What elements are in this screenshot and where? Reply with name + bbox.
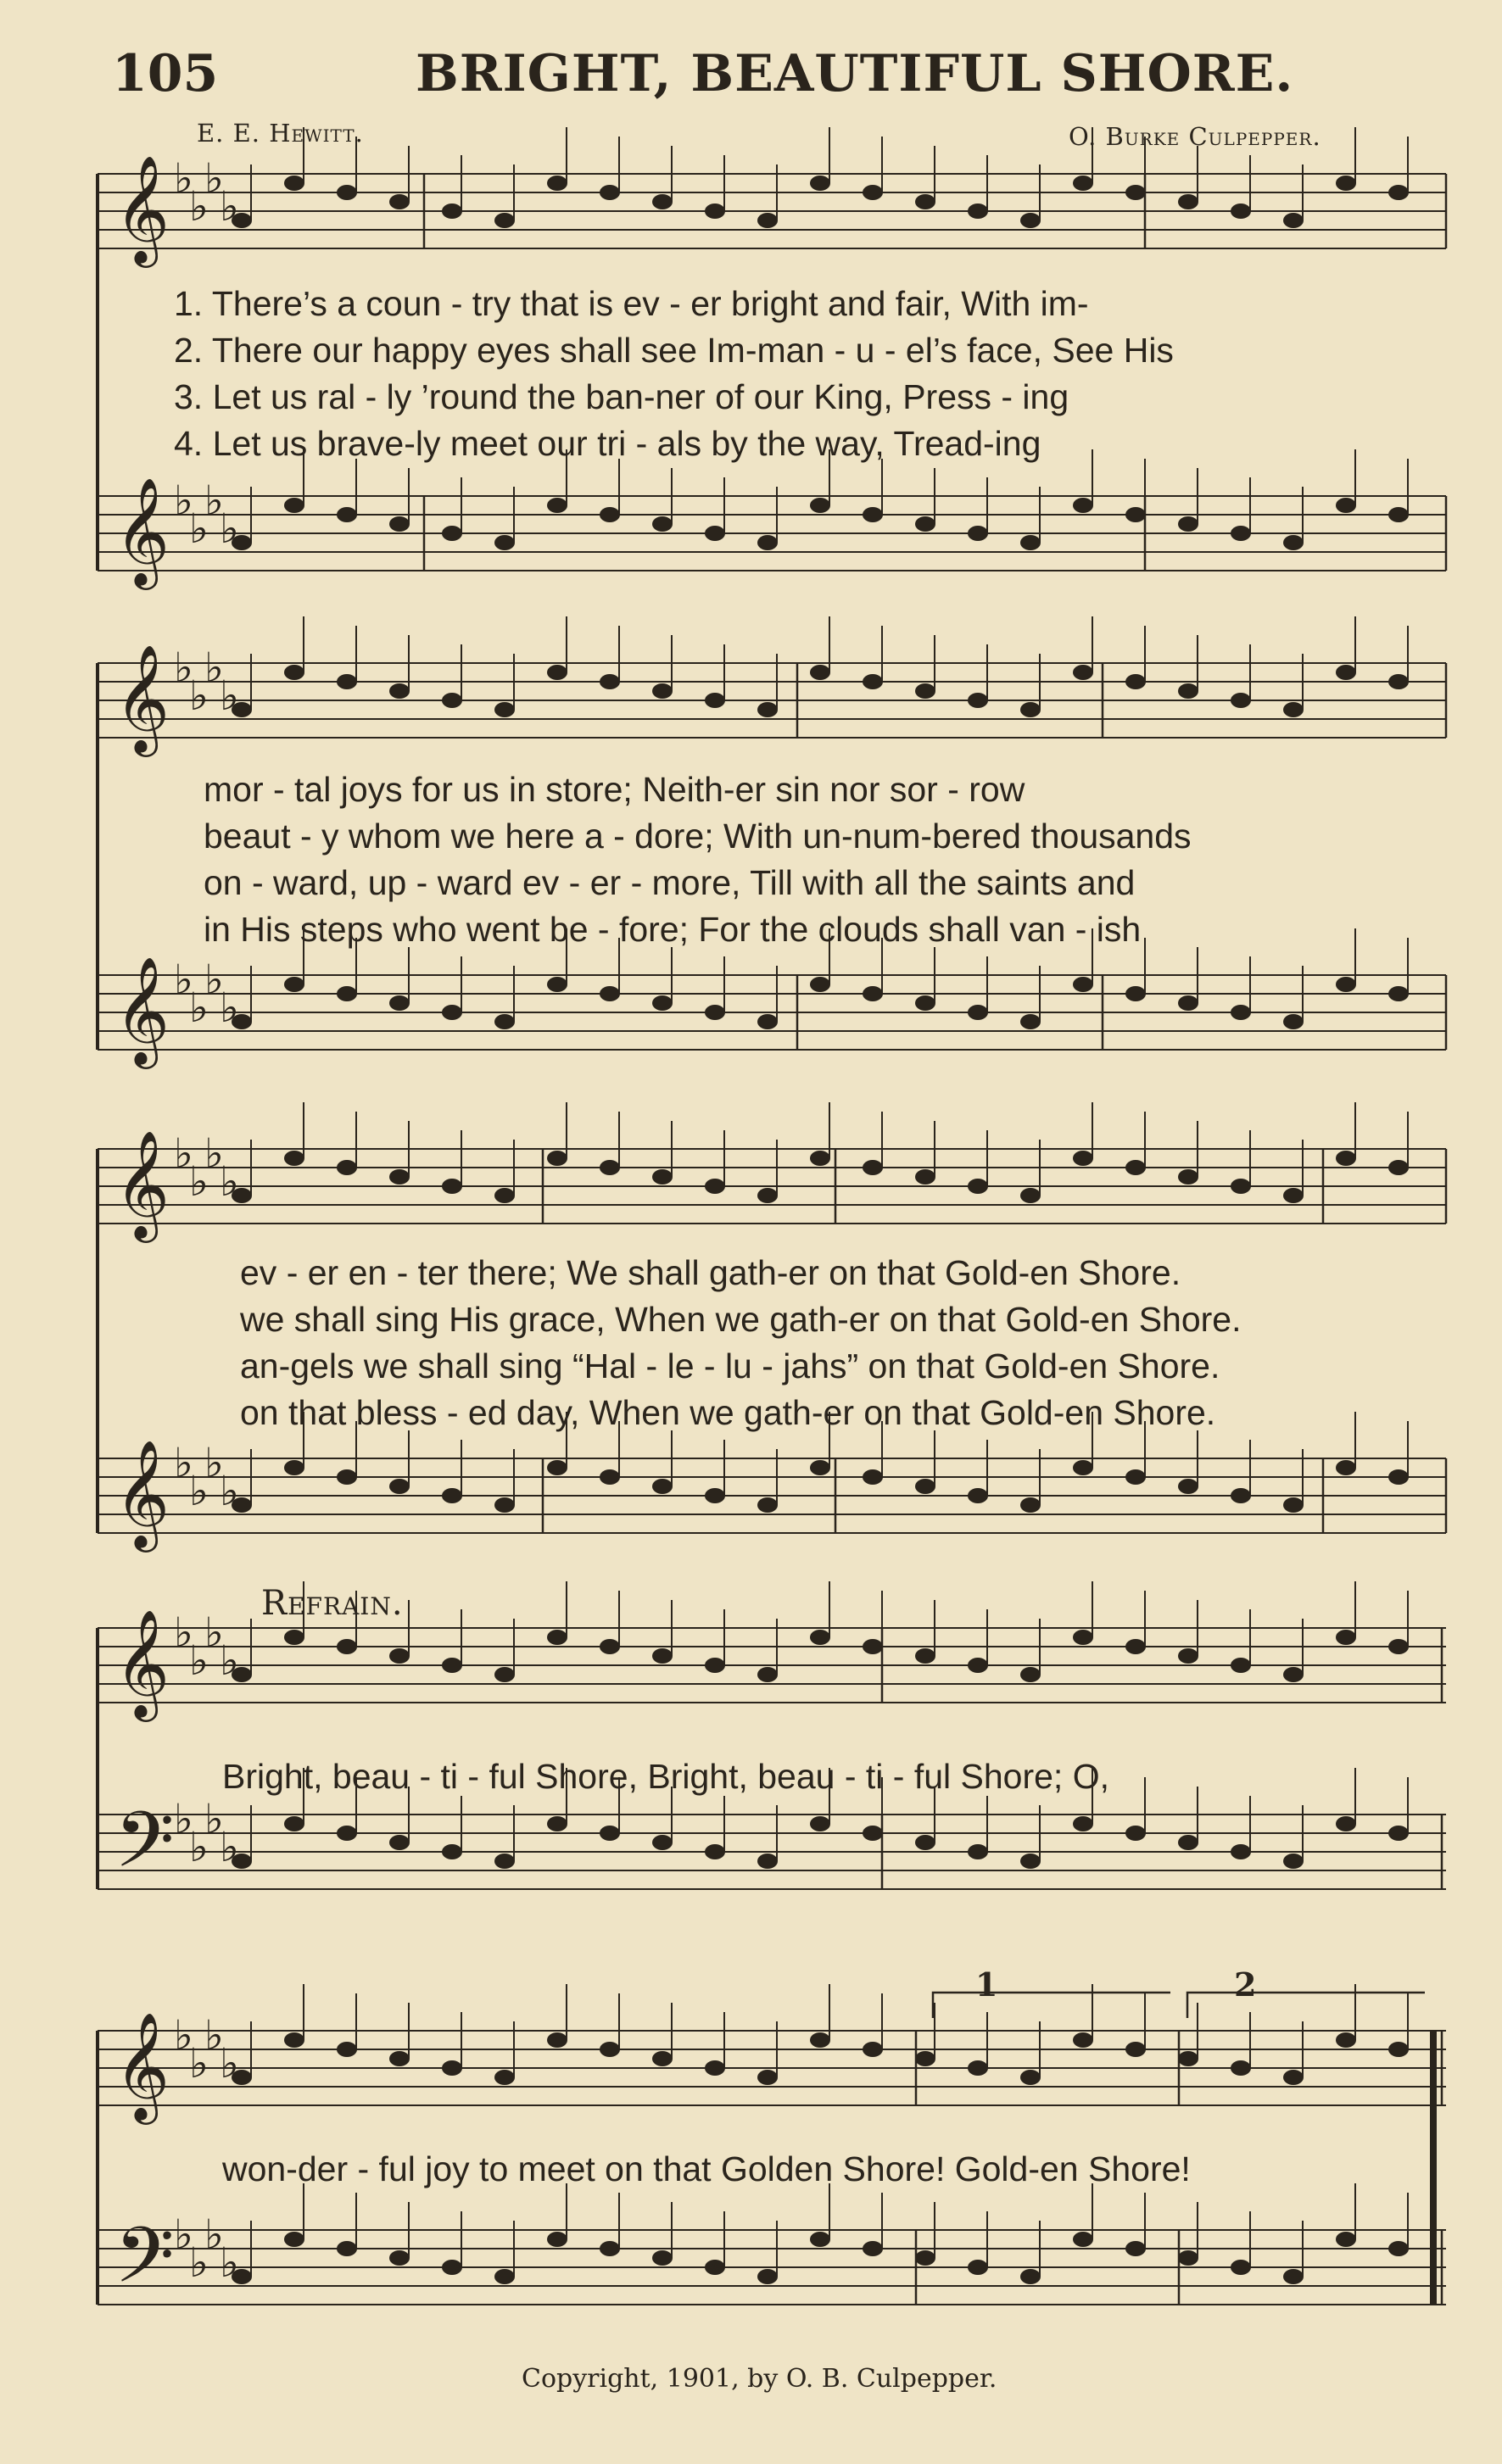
system-3-lower-staff-note — [915, 1479, 935, 1494]
system-5-upper-staff-note — [600, 2042, 620, 2057]
system-1-upper-staff-note — [863, 185, 883, 200]
system-4-upper-staff-note — [1073, 1630, 1093, 1645]
system-4-upper-flat: ♭ — [220, 1637, 239, 1685]
system-5-upper-staff-note — [389, 2051, 410, 2066]
first-ending-mark: 1 — [975, 1965, 998, 2004]
system-4-upper-treble-clef: 𝄞 — [114, 1608, 170, 1718]
system-1-lower-staff-note — [705, 526, 725, 541]
second-ending-mark: 2 — [1234, 1965, 1257, 2004]
system-3-upper-staff-note — [1020, 1188, 1041, 1203]
system-2-lower-flat: ♭ — [220, 984, 239, 1032]
system-5-lower-staff-note — [389, 2250, 410, 2266]
system-2-lower-staff-note — [1125, 986, 1146, 1001]
system-4-upper-staff-note — [1178, 1648, 1198, 1664]
system-2-upper-staff-note — [757, 702, 778, 717]
system-5-upper-staff-note — [705, 2060, 725, 2076]
system-2-upper-staff-note — [705, 693, 725, 708]
system-5-lower-staff-note — [968, 2260, 988, 2275]
system-2-upper-staff-note — [1336, 665, 1356, 680]
system-1-lower-staff-note — [810, 498, 830, 513]
system-1-upper-staff-note — [810, 176, 830, 191]
system-4-upper-staff-note — [494, 1667, 515, 1682]
system-1-lower-flat: ♭ — [204, 477, 224, 525]
system-4-upper-staff-note — [1231, 1658, 1251, 1673]
system-4-lower-staff-note — [1283, 1854, 1304, 1869]
system-2-lower-staff-note — [1020, 1014, 1041, 1029]
system-5-lower-staff-note — [652, 2250, 673, 2266]
system-2-upper-staff-note — [652, 683, 673, 699]
system-2-upper-staff-note — [968, 693, 988, 708]
system-2-lower-staff-note — [915, 995, 935, 1011]
system-1-upper-staff-note — [1178, 194, 1198, 209]
system-3-lower-staff-note — [652, 1479, 673, 1494]
system-5-lower-staff-note — [284, 2232, 304, 2247]
system-5-lower-bass-clef: 𝄢 — [114, 2210, 175, 2320]
system-3-upper-staff-note — [389, 1169, 410, 1185]
system-4-upper-staff-note — [652, 1648, 673, 1664]
system-5-upper-staff-note — [652, 2051, 673, 2066]
system-3-upper-staff-note — [757, 1188, 778, 1203]
system-4-upper-staff-note — [600, 1639, 620, 1654]
system-4-lower-staff-note — [968, 1844, 988, 1859]
system-2-upper-flat: ♭ — [174, 644, 193, 692]
system-2-upper-staff-note — [915, 683, 935, 699]
system-5-lower-staff-note — [1178, 2250, 1198, 2266]
system-3-upper-staff-note — [494, 1188, 515, 1203]
system-3-upper-staff-note — [600, 1160, 620, 1175]
system-2-lower-staff-note — [442, 1005, 462, 1020]
system-2-lower-staff-note — [1073, 977, 1093, 992]
system-5-lower-staff-note — [600, 2241, 620, 2256]
system-4-upper-staff-note — [1336, 1630, 1356, 1645]
system-3-upper-flat: ♭ — [189, 1158, 209, 1206]
copyright-notice: Copyright, 1901, by O. B. Culpepper. — [522, 2364, 997, 2394]
system-4-lower-staff-note — [1336, 1816, 1356, 1831]
system-3-upper-staff-note — [337, 1160, 357, 1175]
system-3-upper-staff-note — [652, 1169, 673, 1185]
system-4-lower-bass-clef: 𝄢 — [114, 1795, 175, 1904]
system-4-upper-staff-note — [863, 1639, 883, 1654]
system-3-lower-staff-note — [284, 1460, 304, 1475]
verse-4-line-1: 4. Let us brave-ly meet our tri - als by the way, Tread-ing — [174, 424, 1041, 463]
system-1-upper-staff-note — [652, 194, 673, 209]
system-5-upper-staff-note — [1283, 2070, 1304, 2085]
system-3-upper-flat: ♭ — [174, 1130, 193, 1178]
system-4-upper-staff-note — [705, 1658, 725, 1673]
system-5-upper-staff-note — [1073, 2032, 1093, 2048]
system-3-lower-staff-note — [968, 1488, 988, 1503]
system-3-lower-staff-note — [757, 1497, 778, 1513]
system-5-lower-staff-note — [337, 2241, 357, 2256]
second-ending-bracket — [1187, 1993, 1425, 2018]
system-1-upper-staff-note — [1336, 176, 1356, 191]
system-5-lower-staff-note — [1231, 2260, 1251, 2275]
system-2-lower-staff-note — [757, 1014, 778, 1029]
system-4-lower-staff-note — [1125, 1826, 1146, 1841]
system-1-upper-treble-clef: 𝄞 — [114, 154, 170, 264]
system-4-lower-staff-note — [810, 1816, 830, 1831]
system-1-upper-staff-note — [494, 213, 515, 228]
system-3-lower-staff-note — [337, 1469, 357, 1485]
verse-2-line-2: beaut - y whom we here a - dore; With un-num-bered thousands — [204, 817, 1192, 856]
system-3-lower-staff-note — [547, 1460, 567, 1475]
verse-4-line-2: in His steps who went be - fore; For the clouds shall van - ish — [204, 910, 1142, 949]
system-5-lower-staff-note — [757, 2269, 778, 2284]
system-2-upper-staff-note — [389, 683, 410, 699]
system-1-upper-staff-note — [705, 203, 725, 219]
system-3-upper-staff-note — [1283, 1188, 1304, 1203]
system-4-upper-staff-note — [1283, 1667, 1304, 1682]
system-1-lower-staff-note — [1283, 535, 1304, 550]
system-4-lower-staff-note — [442, 1844, 462, 1859]
system-1-lower-staff-note — [652, 516, 673, 532]
system-3-lower-flat: ♭ — [220, 1468, 239, 1515]
system-3-lower-staff-note — [600, 1469, 620, 1485]
system-3-upper-staff-note — [1336, 1151, 1356, 1166]
system-1-upper-staff-note — [1231, 203, 1251, 219]
system-1-upper-flat: ♭ — [189, 183, 209, 231]
system-1-upper-staff-note — [1125, 185, 1146, 200]
system-2-lower-staff-note — [1336, 977, 1356, 992]
verse-1-line-2: mor - tal joys for us in store; Neith-er sin nor sor - row — [204, 770, 1025, 809]
page-number: 105 — [112, 44, 219, 103]
system-1-upper-staff-note — [1020, 213, 1041, 228]
system-4-upper-flat: ♭ — [174, 1609, 193, 1657]
system-5-upper-flat: ♭ — [204, 2012, 224, 2060]
system-1-lower-staff-note — [442, 526, 462, 541]
system-1-upper-staff-note — [284, 176, 304, 191]
system-2-lower-staff-note — [284, 977, 304, 992]
verse-3-line-2: on - ward, up - ward ev - er - more, Till with all the saints and — [204, 863, 1136, 902]
system-1-lower-flat: ♭ — [174, 477, 193, 525]
system-5-upper-staff-note — [1231, 2060, 1251, 2076]
system-1-lower-staff-note — [1073, 498, 1093, 513]
system-2-lower-staff-note — [968, 1005, 988, 1020]
system-4-upper-staff-note — [284, 1630, 304, 1645]
system-3-upper-staff-note — [1073, 1151, 1093, 1166]
system-4-lower-flat: ♭ — [174, 1796, 193, 1843]
system-2-upper-staff-note — [863, 674, 883, 689]
system-2-upper-staff-note — [1020, 702, 1041, 717]
system-2-lower-flat: ♭ — [174, 956, 193, 1004]
lyricist-credit: E. E. Hewitt. — [197, 119, 364, 148]
system-3-upper-staff-note — [915, 1169, 935, 1185]
system-1-lower-staff-note — [1388, 507, 1409, 522]
system-3-lower-flat: ♭ — [174, 1440, 193, 1487]
system-2-upper-staff-note — [442, 693, 462, 708]
system-4-lower-staff-note — [1231, 1844, 1251, 1859]
system-3-upper-staff-note — [1125, 1160, 1146, 1175]
system-5-lower-flat: ♭ — [189, 2239, 209, 2287]
system-3-lower-staff-note — [494, 1497, 515, 1513]
system-3-upper-staff-note — [442, 1179, 462, 1194]
system-2-upper-staff-note — [284, 665, 304, 680]
system-1-lower-staff-note — [863, 507, 883, 522]
system-1-upper-flat: ♭ — [220, 183, 239, 231]
system-4-upper-staff-note — [757, 1667, 778, 1682]
system-2-upper-staff-note — [1231, 693, 1251, 708]
system-2-upper-staff-note — [494, 702, 515, 717]
verse-1-line-3: ev - er en - ter there; We shall gath-er on that Gold-en Shore. — [240, 1253, 1181, 1292]
system-2-upper-staff-note — [337, 674, 357, 689]
system-3-upper-staff-note — [968, 1179, 988, 1194]
system-1-upper-staff-note — [442, 203, 462, 219]
system-2-upper-flat: ♭ — [220, 672, 239, 720]
system-1-lower-treble-clef: 𝄞 — [114, 477, 170, 586]
system-1-lower-flat: ♭ — [220, 505, 239, 553]
system-3-lower-flat: ♭ — [204, 1440, 224, 1487]
system-4-upper-staff-note — [915, 1648, 935, 1664]
system-4-upper-flat: ♭ — [189, 1637, 209, 1685]
system-4-lower-staff-note — [389, 1835, 410, 1850]
hymn-title: BRIGHT, BEAUTIFUL SHORE. — [416, 44, 1294, 103]
system-3-upper-flat: ♭ — [220, 1158, 239, 1206]
system-5-lower-staff-note — [863, 2241, 883, 2256]
system-2-lower-staff-note — [1178, 995, 1198, 1011]
system-2-lower-staff-note — [600, 986, 620, 1001]
system-4-lower-staff-note — [705, 1844, 725, 1859]
system-2-upper-staff-note — [1178, 683, 1198, 699]
system-2-lower-flat: ♭ — [204, 956, 224, 1004]
system-3-upper-staff-note — [810, 1151, 830, 1166]
system-1-lower-staff-note — [915, 516, 935, 532]
system-3-lower-staff-note — [389, 1479, 410, 1494]
system-4-lower-staff-note — [757, 1854, 778, 1869]
system-3-lower-flat: ♭ — [189, 1468, 209, 1515]
system-4-lower-staff-note — [1178, 1835, 1198, 1850]
verse-4-line-3: on that bless - ed day, When we gath-er on that Gold-en Shore. — [240, 1393, 1216, 1432]
system-5-lower-staff-note — [494, 2269, 515, 2284]
system-3-upper-staff-note — [547, 1151, 567, 1166]
system-2-lower-staff-note — [652, 995, 673, 1011]
system-1-upper-flat: ♭ — [204, 155, 224, 203]
system-2-lower-treble-clef: 𝄞 — [114, 956, 170, 1065]
system-1-upper-staff-note — [547, 176, 567, 191]
system-2-lower-staff-note — [705, 1005, 725, 1020]
system-4-upper-staff-note — [968, 1658, 988, 1673]
system-3-lower-treble-clef: 𝄞 — [114, 1439, 170, 1548]
system-5-upper-staff-note — [915, 2051, 935, 2066]
system-4-lower-staff-note — [600, 1826, 620, 1841]
system-5-lower-staff-note — [915, 2250, 935, 2266]
first-ending-bracket — [933, 1993, 1170, 2018]
system-1-upper-staff-note — [389, 194, 410, 209]
system-2-upper-staff-note — [1125, 674, 1146, 689]
system-4-upper-staff-note — [337, 1639, 357, 1654]
system-4-lower-flat: ♭ — [220, 1824, 239, 1871]
system-3-upper-treble-clef: 𝄞 — [114, 1129, 170, 1239]
system-2-lower-staff-note — [337, 986, 357, 1001]
system-5-lower-flat: ♭ — [220, 2239, 239, 2287]
system-5-upper-flat: ♭ — [189, 2040, 209, 2088]
system-4-upper-flat: ♭ — [204, 1609, 224, 1657]
system-1-lower-staff-note — [337, 507, 357, 522]
system-5-lower-flat: ♭ — [174, 2211, 193, 2259]
system-5-lower-staff-note — [1020, 2269, 1041, 2284]
system-1-lower-staff-note — [1336, 498, 1356, 513]
system-1-upper-staff-note — [1283, 213, 1304, 228]
system-5-upper-treble-clef: 𝄞 — [114, 2011, 170, 2121]
system-3-lower-staff-note — [1125, 1469, 1146, 1485]
system-3-upper-staff-note — [1178, 1169, 1198, 1185]
system-5-upper-staff-note — [1020, 2070, 1041, 2085]
system-1-lower-staff-note — [1020, 535, 1041, 550]
system-1-lower-staff-note — [494, 535, 515, 550]
system-1-lower-staff-note — [389, 516, 410, 532]
refrain-label: Refrain. — [261, 1584, 404, 1623]
system-1-lower-staff-note — [1178, 516, 1198, 532]
system-2-upper-treble-clef: 𝄞 — [114, 644, 170, 753]
system-5-lower-staff-note — [1073, 2232, 1093, 2247]
system-5-lower-staff-note — [1388, 2241, 1409, 2256]
system-2-lower-staff-note — [494, 1014, 515, 1029]
system-5-upper-staff-note — [442, 2060, 462, 2076]
system-5-lower-staff-note — [1283, 2269, 1304, 2284]
system-4-upper-staff-note — [1020, 1667, 1041, 1682]
system-5-upper-staff-note — [1388, 2042, 1409, 2057]
system-4-lower-staff-note — [863, 1826, 883, 1841]
refrain-line-2: won-der - ful joy to meet on that Golden Shore! Gold-en Shore! — [222, 2149, 1191, 2188]
system-1-upper-staff-note — [968, 203, 988, 219]
system-4-lower-staff-note — [494, 1854, 515, 1869]
system-3-lower-staff-note — [1388, 1469, 1409, 1485]
verse-2-line-1: 2. There our happy eyes shall see Im-man - u - el’s face, See His — [174, 331, 1174, 370]
system-2-upper-staff-note — [1388, 674, 1409, 689]
system-4-lower-staff-note — [1020, 1854, 1041, 1869]
system-2-upper-flat: ♭ — [204, 644, 224, 692]
system-5-lower-staff-note — [442, 2260, 462, 2275]
system-4-lower-staff-note — [1073, 1816, 1093, 1831]
system-1-upper-staff-note — [600, 185, 620, 200]
system-5-upper-staff-note — [757, 2070, 778, 2085]
system-2-lower-staff-note — [863, 986, 883, 1001]
system-4-lower-staff-note — [284, 1816, 304, 1831]
system-5-upper-staff-note — [968, 2060, 988, 2076]
system-2-lower-staff-note — [1388, 986, 1409, 1001]
system-4-upper-staff-note — [389, 1648, 410, 1664]
system-3-upper-staff-note — [863, 1160, 883, 1175]
system-3-lower-staff-note — [1020, 1497, 1041, 1513]
system-3-lower-staff-note — [1283, 1497, 1304, 1513]
refrain-line-1: Bright, beau - ti - ful Shore, Bright, beau - ti - ful Shore; O, — [222, 1757, 1109, 1796]
system-4-lower-staff-note — [652, 1835, 673, 1850]
system-1-upper-staff-note — [1073, 176, 1093, 191]
system-3-upper-staff-note — [1388, 1160, 1409, 1175]
system-5-lower-staff-note — [705, 2260, 725, 2275]
system-4-upper-staff-note — [547, 1630, 567, 1645]
system-3-lower-staff-note — [810, 1460, 830, 1475]
system-4-lower-flat: ♭ — [204, 1796, 224, 1843]
system-5-upper-staff-note — [337, 2042, 357, 2057]
system-5-lower-staff-note — [810, 2232, 830, 2247]
system-3-upper-flat: ♭ — [204, 1130, 224, 1178]
system-2-upper-staff-note — [1283, 702, 1304, 717]
system-1-upper-staff-note — [757, 213, 778, 228]
system-3-upper-staff-note — [284, 1151, 304, 1166]
system-2-lower-staff-note — [1283, 1014, 1304, 1029]
system-5-upper-flat: ♭ — [174, 2012, 193, 2060]
system-3-lower-staff-note — [442, 1488, 462, 1503]
system-1-lower-staff-note — [757, 535, 778, 550]
system-2-upper-staff-note — [600, 674, 620, 689]
system-1-lower-staff-note — [968, 526, 988, 541]
verse-3-line-3: an-gels we shall sing “Hal - le - lu - jahs” on that Gold-en Shore. — [240, 1346, 1220, 1385]
system-5-lower-staff-note — [1336, 2232, 1356, 2247]
system-2-lower-staff-note — [547, 977, 567, 992]
system-3-upper-staff-note — [705, 1179, 725, 1194]
system-5-upper-staff-note — [1125, 2042, 1146, 2057]
system-2-lower-staff-note — [810, 977, 830, 992]
system-3-lower-staff-note — [863, 1469, 883, 1485]
composer-credit: O. Burke Culpepper. — [1069, 122, 1321, 151]
system-5-upper-flat: ♭ — [220, 2040, 239, 2088]
system-1-upper-staff-note — [1388, 185, 1409, 200]
system-3-lower-staff-note — [1178, 1479, 1198, 1494]
system-4-lower-staff-note — [1388, 1826, 1409, 1841]
system-3-lower-staff-note — [705, 1488, 725, 1503]
system-5-upper-staff-note — [863, 2042, 883, 2057]
system-1-upper-staff-note — [915, 194, 935, 209]
system-1-lower-staff-note — [1231, 526, 1251, 541]
system-2-upper-staff-note — [810, 665, 830, 680]
system-4-upper-staff-note — [1388, 1639, 1409, 1654]
system-5-upper-staff-note — [494, 2070, 515, 2085]
system-5-upper-staff-note — [284, 2032, 304, 2048]
system-5-upper-staff-note — [1178, 2051, 1198, 2066]
system-1-lower-staff-note — [284, 498, 304, 513]
system-5-upper-staff-note — [810, 2032, 830, 2048]
system-1-upper-flat: ♭ — [174, 155, 193, 203]
system-1-lower-staff-note — [547, 498, 567, 513]
system-1-lower-staff-note — [1125, 507, 1146, 522]
system-2-lower-staff-note — [1231, 1005, 1251, 1020]
system-1-lower-flat: ♭ — [189, 505, 209, 553]
system-4-lower-flat: ♭ — [189, 1824, 209, 1871]
system-5-upper-staff-note — [1336, 2032, 1356, 2048]
system-2-upper-flat: ♭ — [189, 672, 209, 720]
system-2-lower-staff-note — [389, 995, 410, 1011]
system-4-upper-staff-note — [810, 1630, 830, 1645]
system-5-lower-staff-note — [1125, 2241, 1146, 2256]
system-1-upper-staff-note — [337, 185, 357, 200]
system-1-lower-staff-note — [600, 507, 620, 522]
system-3-upper-staff-note — [1231, 1179, 1251, 1194]
system-4-lower-staff-note — [547, 1816, 567, 1831]
system-5-lower-flat: ♭ — [204, 2211, 224, 2259]
system-3-lower-staff-note — [1073, 1460, 1093, 1475]
verse-1-line-1: 1. There’s a coun - try that is ev - er bright and fair, With im- — [174, 284, 1089, 323]
system-2-lower-flat: ♭ — [189, 984, 209, 1032]
system-2-upper-staff-note — [1073, 665, 1093, 680]
verse-3-line-1: 3. Let us ral - ly ’round the ban-ner of our King, Press - ing — [174, 377, 1069, 416]
system-4-lower-staff-note — [915, 1835, 935, 1850]
system-2-upper-staff-note — [547, 665, 567, 680]
system-5-lower-staff-note — [547, 2232, 567, 2247]
system-5-upper-staff-note — [547, 2032, 567, 2048]
system-4-upper-staff-note — [442, 1658, 462, 1673]
system-3-lower-staff-note — [1336, 1460, 1356, 1475]
system-4-lower-staff-note — [337, 1826, 357, 1841]
verse-2-line-3: we shall sing His grace, When we gath-er on that Gold-en Shore. — [240, 1300, 1242, 1339]
system-3-lower-staff-note — [1231, 1488, 1251, 1503]
system-4-upper-staff-note — [1125, 1639, 1146, 1654]
